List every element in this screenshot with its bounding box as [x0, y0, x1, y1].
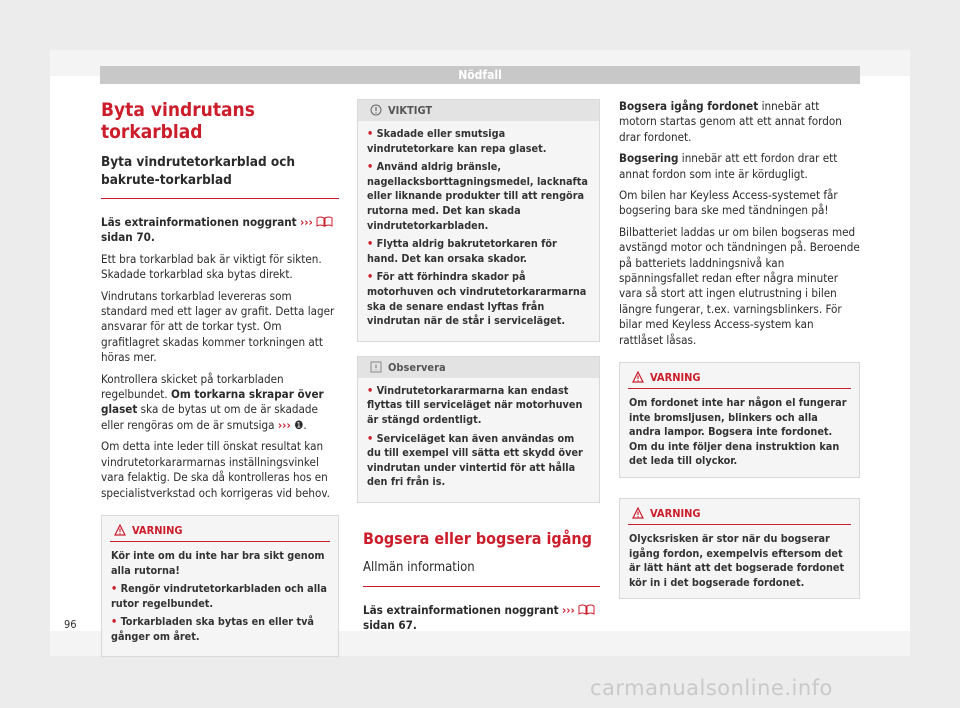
paragraph: Om detta inte leder till önskat resultat kan vindrutetorkararmarnas inställningsvinkel vara felaktig. De ska då kontrolleras hos en specialistverkstad och korrigeras vid behov. — [101, 439, 330, 500]
reference-prefix: Läs extrainformationen noggrant — [363, 602, 559, 617]
book-page-icon — [578, 604, 595, 615]
paragraph-text: innebär att ett fordon drar ett annat fordon som inte är kördugligt. — [619, 151, 838, 181]
reference-period: . — [412, 618, 417, 633]
paragraph — [101, 372, 339, 434]
reference-page[interactable]: sidan 70 — [101, 230, 151, 245]
important-item: • Flytta aldrig bakrutetorkaren för hand. Det kan orsaka skador. — [367, 237, 557, 265]
important-item: • Skadade eller smutsiga vindrutetorkare kan repa glaset. — [367, 127, 547, 155]
paragraph: Om bilen har Keyless Access-systemet får bogsering bara ske med tändningen på! — [619, 188, 838, 218]
paragraph-bold: Bogsering — [619, 151, 679, 166]
paragraph-bold: Om torkarna skrapar över glaset — [101, 387, 324, 417]
warning-box — [619, 362, 860, 478]
book-page-icon — [316, 216, 333, 227]
warning-box — [101, 515, 339, 658]
warning-item: • Torkarbladen ska bytas en eller två gånger om året. — [111, 615, 314, 643]
warning-ref-arrow-icon: ››› — [277, 417, 291, 432]
warning-box-body — [110, 541, 330, 657]
reference-page[interactable]: sidan 67 — [363, 618, 413, 633]
warning-lead: Kör inte om du inte har bra sikt genom alla rutorna! — [111, 548, 325, 577]
note-title: Observera — [388, 360, 446, 374]
reference-arrow-icon: ››› — [561, 602, 575, 617]
info-circle-icon — [370, 104, 382, 116]
paragraph-text: Kontrollera skicket på torkarbladen regelbundet. — [101, 371, 284, 402]
note-box — [357, 356, 600, 503]
warning-triangle-icon — [632, 371, 644, 383]
section-subtitle: Byta vindrutetorkarblad och bakrute-torkarblad — [101, 153, 339, 199]
note-icon — [370, 361, 382, 373]
note-item: • Vindrutetorkararmarna kan endast flyttas till serviceläget när motorhuven är stängd ordentligt. — [367, 383, 583, 426]
page-number: 96 — [64, 618, 77, 631]
reference-line — [363, 603, 600, 634]
reference-arrow-icon: ››› — [299, 215, 313, 229]
paragraph-bold: Bogsera igång fordonet — [619, 99, 759, 113]
paragraph: Vindrutans torkarblad levereras som standard med ett lager av grafit. Detta lager ansvarar för att de torkar tyst. Om grafitlagret skadas kommer torkningen att höras mer. — [101, 288, 335, 365]
warning-box-header — [102, 516, 338, 541]
chapter-header: Nödfall — [100, 66, 860, 84]
warning-title: VARNING — [650, 507, 701, 521]
important-box — [357, 99, 600, 342]
warning-title: VARNING — [650, 371, 701, 385]
warning-box-header — [620, 499, 859, 524]
paragraph — [619, 151, 860, 182]
warning-title: VARNING — [132, 523, 183, 537]
warning-item: • Rengör vindrutetorkarbladen och alla rutor regelbundet. — [111, 582, 327, 610]
warning-box-header — [620, 363, 859, 388]
section-subtitle-general: Allmän information — [363, 559, 600, 587]
important-box-header — [358, 100, 599, 121]
warning-triangle-icon — [114, 524, 126, 536]
paragraph-text: innebär att motorn startas genom att ett annat fordon drar fordonet. — [619, 99, 842, 144]
important-item: • Använd aldrig bränsle, nagellacksborttagningsmedel, lacknafta eller liknande produkter till att rengöra rutorna med. Det kan skada vindrutetorkarbladen. — [367, 160, 588, 232]
paragraph: Ett bra torkarblad bak är viktigt för sikten. Skadade torkarblad ska bytas direkt. — [101, 251, 322, 282]
watermark: carmanualsonline.info — [590, 676, 833, 700]
note-box-header — [358, 357, 599, 378]
left-column — [101, 99, 339, 667]
note-item: • Serviceläget kan även användas om du till exempel vill sätta ett skydd över vindrutan under vintertid för att hålla den fri från is. — [367, 431, 583, 489]
important-box-body — [358, 121, 599, 341]
important-title: VIKTIGT — [388, 104, 433, 117]
note-box-body — [358, 378, 599, 502]
paragraph — [619, 99, 860, 145]
section-title: Byta vindrutans torkarblad — [101, 99, 255, 143]
reference-period: . — [150, 230, 155, 245]
warning-box — [619, 498, 860, 599]
reference-line — [101, 215, 339, 246]
warning-box-body: Om fordonet inte har någon el fungerar inte bromsljusen, blinkers och alla andra lampor. Bogsera inte fordonet. Om du inte följer dena instruktion kan det leda till olyckor. — [628, 388, 851, 477]
warning-ref-icon: ❶. — [294, 417, 307, 432]
warning-box-body: Olycksrisken är stor när du bogserar igång fordon, exempelvis eftersom det är lätt hänt att det bogserade fordonet kör in i det bogserade fordonet. — [628, 524, 851, 598]
middle-column — [357, 99, 600, 640]
reference-prefix: Läs extrainformationen noggrant — [101, 215, 297, 229]
paragraph-text: ska de bytas ut om de är skadade eller rengöras om de är smutsiga — [101, 402, 318, 432]
section-title-towing: Bogsera eller bogsera igång — [363, 528, 592, 548]
right-column — [619, 99, 860, 609]
paragraph: Bilbatteriet laddas ur om bilen bogseras med avstängd motor och tändningen på. Beroende på batteriets laddningsnivå kan spänningsfallet redan efter några minuter vara så stort att ingen elutrustning i bilen längre fungerar, t.ex. varningsblinkers. För bilar med Keyless Access-system kan rattlåset låsas. — [619, 224, 860, 347]
warning-triangle-icon — [632, 507, 644, 519]
important-item: • För att förhindra skador på motorhuven och vindrutetorkararmarna ska de senare endast lyftas från vindrutan när de står i serviceläget. — [367, 270, 587, 328]
